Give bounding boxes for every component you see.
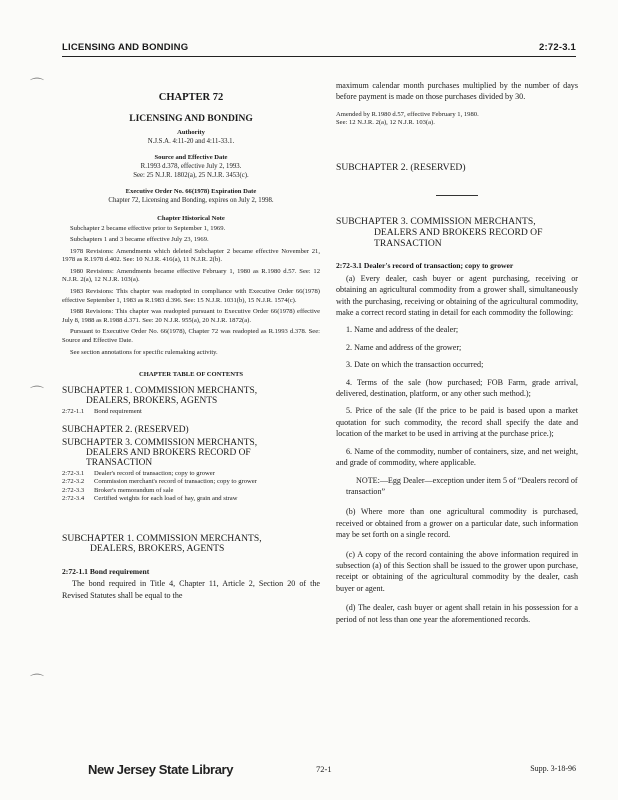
chapter-title: LICENSING AND BONDING [129,113,253,124]
subchapter-1-heading [62,534,320,555]
history-note: See section annotations for specific rulemaking activity. [70,348,218,356]
divider [436,195,478,196]
right-column [336,80,578,625]
subchapter-line: DEALERS, BROKERS, AGENTS [90,543,225,555]
list-item: 2. Name and address of the grower; [346,342,462,352]
list-item: 1. Name and address of the dealer; [346,325,459,335]
punch-mark-icon: ⌒ [30,387,44,402]
egg-dealer-note: NOTE:—Egg Dealer—exception under item 5 of “Dealers record of transaction” [346,475,578,496]
history-note: Pursuant to Executive Order No. 66(1978), Chapter 72 was readopted as R.1993 d.378. See: Source and Effective Date. [62,328,320,345]
subchapter-line: SUBCHAPTER 1. COMMISSION MERCHANTS, [62,532,262,544]
subchapter-line: SUBCHAPTER 3. COMMISSION MERCHANTS, [336,215,536,227]
paragraph-b: (b) Where more than one agricultural commodity is purchased, received or obtained from a grower on a particular date, such information may be set forth on a single record. [336,507,578,540]
list-item: 5. Price of the sale (If the price to be paid is based upon a market quotation for such commodity, the record shall specify the date and location of the market to be used in arriving at the purchase price.); [336,406,578,439]
toc-subchapter-2: SUBCHAPTER 2. (RESERVED) [62,424,189,435]
list-item: 4. Terms of the sale (how purchased; FOB Farm, grade arrival, delivered, destination, platform, or any other such method.); [336,377,578,399]
chapter-number: CHAPTER 72 [158,92,224,103]
toc-entry-title: Bond requirement [94,408,142,416]
supplement-date: Supp. 3-18-96 [530,764,576,773]
subchapter-line: DEALERS AND BROKERS RECORD OF [374,226,543,238]
toc-subchapter-line: TRANSACTION [86,457,153,468]
source-text: R.1993 d.378, effective July 2, 1993. [140,162,242,170]
toc-entry-title: Broker's memorandum of sale [94,486,174,494]
section-text: The bond required in Title 4, Chapter 11, Article 2, Section 20 of the Revised Statutes shall be equal to the [62,578,320,600]
toc-heading: CHAPTER TABLE OF CONTENTS [138,371,244,379]
continued-text: maximum calendar month purchases multiplied by the number of days before payment is made on those purchases divided by 30. [336,81,578,102]
history-label: Chapter Historical Note [157,214,225,222]
toc-subchapter-1 [62,386,320,406]
running-header [62,40,576,57]
toc-subchapter-3 [62,438,320,468]
authority-label: Authority [177,128,205,136]
header-title: LICENSING AND BONDING [62,42,189,53]
history-note: 1983 Revisions: This chapter was readopted in compliance with Executive Order 66(1978) effective September 1, 1983 as R.1983 d.396. See: 15 N.J.R. 1031(b), 15 N.J.R. 1574(c). [62,288,320,304]
list-item: 3. Date on which the transaction occurred; [346,360,484,370]
paragraph-a: (a) Every dealer, cash buyer or agent purchasing, receiving or obtaining an agricultural commodity from a grower shall, simultaneously with the purchasing, receiving or obtaining of the agricultural commodity, make a correct record stating in detail for each commodity the following: [336,273,578,318]
section-heading: 2:72-3.1 Dealer's record of transaction; copy to grower [336,260,514,270]
history-note: 1988 Revisions: This chapter was readopted pursuant to Executive Order 66(1978) effective July 8, 1988 as R.1988 d.371. See: 20 N.J.R. 955(a), 20 N.J.R. 1872(a). [62,308,320,324]
toc-subchapter-line: SUBCHAPTER 1. COMMISSION MERCHANTS, [62,386,258,397]
library-stamp: New Jersey State Library [88,762,234,777]
toc-entry-title: Dealer's record of transaction; copy to grower [94,469,215,477]
subchapter-line: TRANSACTION [374,237,442,249]
subchapter-2-heading: SUBCHAPTER 2. (RESERVED) [336,161,466,173]
section-heading: 2:72-1.1 Bond requirement [62,566,150,576]
toc-entry [62,495,320,504]
header-section: 2:72-3.1 [539,42,576,53]
source-text: See: 25 N.J.R. 1802(a), 25 N.J.R. 3453(c). [133,171,249,179]
history-note: Subchapters 1 and 3 became effective July 23, 1969. [70,236,209,244]
paragraph-c: (c) A copy of the record containing the above information required in subsection (a) of this Section shall be issued to the grower upon purchase, receipt or obtaining of the agricultural commodity by the dealer, cash buyer or agent. [336,549,578,593]
history-note: 1978 Revisions: Amendments which deleted Subchapter 2 became effective November 21, 1978 as R.1978 d.402. See: 10 N.J.R. 416(a), 11 N.J.R. 2(b). [62,247,320,264]
toc-subchapter-line: DEALERS AND BROKERS RECORD OF [86,447,251,458]
left-column [62,82,320,601]
punch-mark-icon: ⌒ [30,79,44,94]
toc-subchapter-line: DEALERS, BROKERS, AGENTS [86,396,218,407]
exec-order-text: Chapter 72, Licensing and Bonding, expires on July 2, 1998. [108,196,274,204]
punch-mark-icon: ⌒ [30,675,44,690]
toc-subchapter-line: SUBCHAPTER 3. COMMISSION MERCHANTS, [62,437,258,448]
toc-entry-number: 2:72-3.2 [62,478,85,486]
toc-entry-number: 2:72-3.4 [62,495,85,503]
authority-text: N.J.S.A. 4:11-20 and 4:11-33.1. [147,137,235,145]
toc-entry-title: Commission merchant's record of transaction; copy to grower [94,478,257,486]
toc-entry [62,487,320,496]
history-note: Subchapter 2 became effective prior to September 1, 1969. [70,224,226,232]
amendment-note: Amended by R.1980 d.57, effective February 1, 1980. [336,110,479,118]
toc-entry-number: 2:72-1.1 [62,408,85,416]
toc-entry [62,470,320,479]
amendment-note: See: 12 N.J.R. 2(a), 12 N.J.R. 103(a). [336,119,435,127]
toc-entry-title: Certified weights for each load of hay, grain and straw [94,495,238,503]
toc-entry-number: 2:72-3.1 [62,469,85,477]
source-label: Source and Effective Date [154,153,228,161]
toc-entry-number: 2:72-3.3 [62,486,85,494]
toc-entry [62,408,320,417]
toc-entry [62,478,320,487]
exec-order-label: Executive Order No. 66(1978) Expiration Date [125,187,257,195]
page-number: 72-1 [316,764,332,774]
paragraph-d: (d) The dealer, cash buyer or agent shall retain in his possession for a period of not less than one year the aforementioned records. [336,603,578,624]
list-item: 6. Name of the commodity, number of containers, size, and net weight, and grade of commodity, where applicable. [336,446,578,468]
subchapter-3-heading [336,216,578,249]
history-note: 1980 Revisions: Amendments became effective February 1, 1980 as R.1980 d.57. See: 12 N.J.R. 2(a), 12 N.J.R. 103(a). [62,267,320,284]
